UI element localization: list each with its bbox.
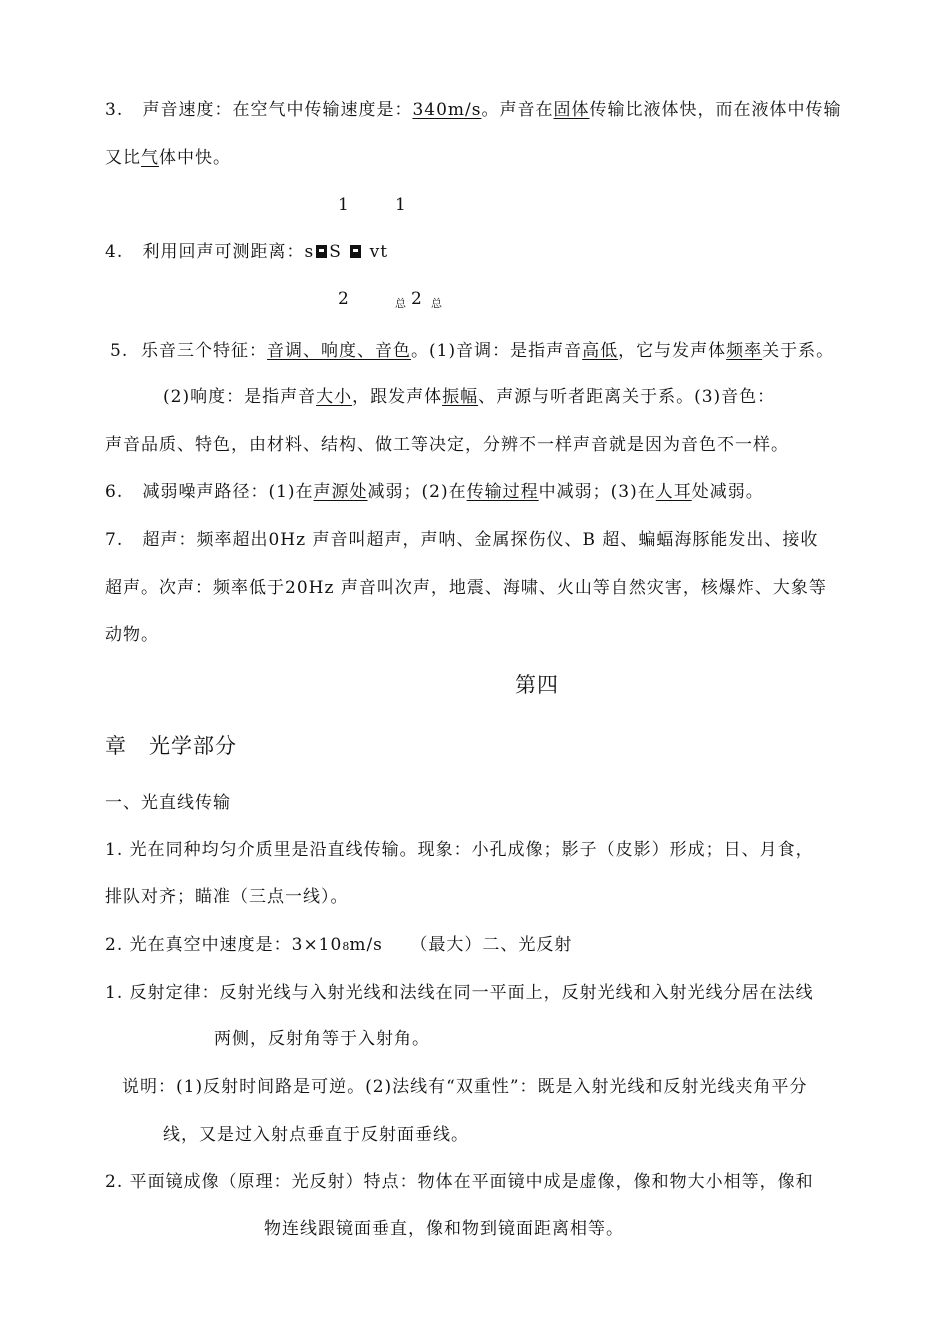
light-line-1b: 排队对齐；瞄准（三点一线）。 — [105, 887, 349, 907]
keyword-pitch: 高低 — [582, 341, 619, 361]
text: 利用回声可测距离： — [142, 242, 305, 262]
text: 减弱；(2)在 — [367, 482, 467, 502]
text: (2)响度：是指声音 — [163, 387, 317, 407]
item-number: 6. — [105, 482, 124, 502]
missing-glyph-icon — [316, 245, 327, 258]
plane-mirror-line-b: 物连线跟镜面垂直，像和物到镜面距离相等。 — [264, 1219, 624, 1239]
item-7-line-3: 动物。 — [105, 625, 159, 645]
symbol-vt: vt — [369, 242, 389, 262]
chapter-heading-part-1: 第四 — [515, 673, 559, 697]
item-number: 7. — [105, 530, 124, 550]
text: 又比 — [105, 148, 141, 168]
keyword-size: 大小 — [316, 387, 353, 407]
text: 减弱噪声路径：(1)在 — [142, 482, 314, 502]
keyword-amplitude: 振幅 — [442, 387, 479, 407]
text: m/s （最大）二、光反射 — [349, 935, 573, 955]
item-5-line-1 — [110, 340, 834, 362]
keyword-features: 音调、响度、音色 — [267, 341, 412, 361]
fraction-numerator-2: 1 — [395, 195, 407, 215]
text: 体中快。 — [159, 148, 231, 168]
text: 关于系。 — [762, 341, 835, 361]
text: 声音速度：在空气中传输速度是： — [142, 100, 413, 120]
item-5-line-2 — [163, 386, 775, 408]
symbol-S: S — [329, 242, 342, 262]
keyword-gas: 气 — [141, 148, 159, 168]
exponent: 8 — [342, 940, 350, 953]
item-3-line-2 — [105, 147, 231, 169]
plane-mirror-line-a: 2. 平面镜成像（原理：光反射）特点：物体在平面镜中成是虚像，像和物大小相等，像和 — [105, 1172, 814, 1192]
keyword-path: 传输过程 — [466, 482, 539, 502]
text: 。声音在 — [481, 100, 554, 120]
keyword-ear: 人耳 — [655, 482, 692, 502]
text: 、声源与听者距离关于系。(3)音色： — [478, 387, 776, 407]
item-7-line-2: 超声。次声：频率低于20Hz 声音叫次声，地震、海啸、火山等自然灾害，核爆炸、大象等 — [105, 578, 827, 598]
light-line-1a: 1. 光在同种均匀介质里是沿直线传输。现象：小孔成像；影子（皮影）形成；日、月食， — [105, 840, 814, 860]
chapter-heading-part-2: 章 光学部分 — [105, 734, 237, 758]
note-line-b: 线，又是过入射点垂直于反射面垂线。 — [163, 1125, 469, 1145]
reflection-law-line-a: 1. 反射定律：反射光线与入射光线和法线在同一平面上，反射光线和入射光线分居在法线 — [105, 983, 814, 1003]
text: 处减弱。 — [691, 482, 764, 502]
symbol-s: s — [304, 242, 315, 262]
item-number: 5. — [110, 341, 129, 361]
fraction-denominator-2: 2 — [411, 289, 423, 309]
text: 2. 光在真空中速度是：3×10 — [105, 935, 343, 955]
speed-value: 340m/s — [412, 100, 482, 120]
light-speed-line — [105, 934, 572, 958]
text: 中减弱；(3)在 — [538, 482, 656, 502]
text: 乐音三个特征： — [141, 341, 268, 361]
text: 传输比液体快，而在液体中传输 — [589, 100, 842, 120]
keyword-solid: 固体 — [553, 100, 590, 120]
item-number: 4. — [105, 242, 124, 262]
text: ，跟发声体 — [352, 387, 443, 407]
item-number: 3. — [105, 100, 124, 120]
section-heading-light-propagation: 一、光直线传输 — [105, 793, 231, 813]
note-line-a: 说明：(1)反射时间路是可逆。(2)法线有“双重性”：既是入射光线和反射光线夹角平分 — [122, 1077, 808, 1097]
item-4-line — [105, 241, 388, 263]
item-6-line — [105, 481, 764, 503]
keyword-source: 声源处 — [313, 482, 368, 502]
missing-glyph-icon — [350, 245, 361, 258]
item-5-line-3: 声音品质、特色，由材料、结构、做工等决定，分辨不一样声音就是因为音色不一样。 — [105, 435, 789, 455]
subscript-total-1: 总 — [395, 297, 406, 310]
text: 。(1)音调：是指声音 — [411, 341, 583, 361]
fraction-numerator-1: 1 — [338, 195, 350, 215]
text: ，它与发声体 — [618, 341, 727, 361]
text: 超声：频率超出0Hz 声音叫超声，声呐、金属探伤仪、B 超、蝙蝠海豚能发出、接收 — [142, 530, 819, 550]
reflection-law-line-b: 两侧，反射角等于入射角。 — [214, 1029, 430, 1049]
keyword-frequency: 频率 — [726, 341, 763, 361]
item-3-line-1 — [105, 99, 841, 121]
item-7-line-1 — [105, 529, 818, 551]
fraction-denominator-1: 2 — [338, 289, 350, 309]
subscript-total-2: 总 — [431, 297, 442, 310]
